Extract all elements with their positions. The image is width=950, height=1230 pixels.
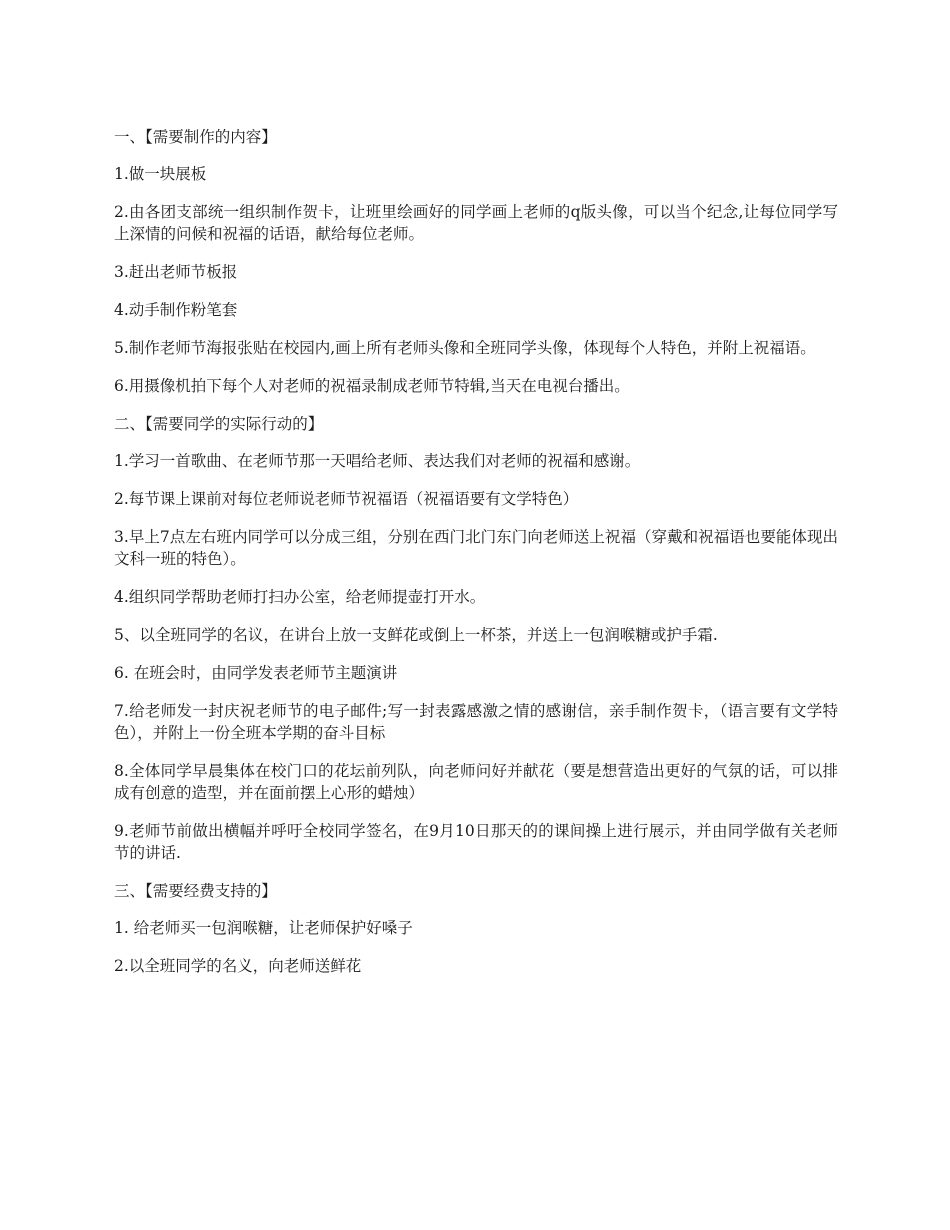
list-item: 2.由各团支部统一组织制作贺卡，让班里绘画好的同学画上老师的q版头像，可以当个纪念,让每位同学写上深情的问候和祝福的话语，献给每位老师。 — [114, 203, 838, 243]
list-item: 7.给老师发一封庆祝老师节的电子邮件;写一封表露感激之情的感谢信，亲手制作贺卡，（语言要有文学特色），并附上一份全班本学期的奋斗目标 — [114, 702, 838, 742]
section-heading: 三、【需要经费支持的】 — [114, 882, 277, 900]
list-item: 2.每节课上课前对每位老师说老师节祝福语（祝福语要有文学特色） — [114, 490, 579, 508]
list-item: 6. 在班会时，由同学发表老师节主题演讲 — [114, 664, 398, 682]
list-item: 5.制作老师节海报张贴在校园内,画上所有老师头像和全班同学头像，体现每个人特色，并附上祝福语。 — [114, 339, 816, 357]
section-funding-support — [114, 880, 838, 977]
list-item: 4.组织同学帮助老师打扫办公室，给老师提壶打开水。 — [114, 588, 486, 606]
list-item: 3.早上7点左右班内同学可以分成三组，分别在西门北门东门向老师送上祝福（穿戴和祝福语也要能体现出文科一班的特色）。 — [114, 528, 838, 568]
list-item: 1.做一块展板 — [114, 165, 207, 183]
list-item: 2.以全班同学的名义，向老师送鲜花 — [114, 957, 362, 975]
list-item: 5、以全班同学的名议，在讲台上放一支鲜花或倒上一杯茶，并送上一包润喉糖或护手霜. — [114, 626, 718, 644]
list-item: 6.用摄像机拍下每个人对老师的祝福录制成老师节特辑,当天在电视台播出。 — [114, 377, 630, 395]
list-item: 3.赶出老师节板报 — [114, 263, 238, 281]
list-item: 4.动手制作粉笔套 — [114, 301, 238, 319]
list-item: 1. 给老师买一包润喉糖，让老师保护好嗓子 — [114, 919, 413, 937]
list-item: 1.学习一首歌曲、在老师节那一天唱给老师、表达我们对老师的祝福和感谢。 — [114, 452, 641, 470]
document-page — [114, 126, 838, 993]
section-heading: 一、【需要制作的内容】 — [114, 128, 277, 146]
list-item: 9.老师节前做出横幅并呼吁全校同学签名，在9月10日那天的的课间操上进行展示，并由同学做有关老师节的讲话. — [114, 822, 838, 862]
section-production-content — [114, 126, 838, 397]
section-student-actions — [114, 413, 838, 864]
list-item: 8.全体同学早晨集体在校门口的花坛前列队，向老师问好并献花（要是想营造出更好的气氛的话，可以排成有创意的造型，并在面前摆上心形的蜡烛） — [114, 762, 838, 802]
section-heading: 二、【需要同学的实际行动的】 — [114, 415, 324, 433]
